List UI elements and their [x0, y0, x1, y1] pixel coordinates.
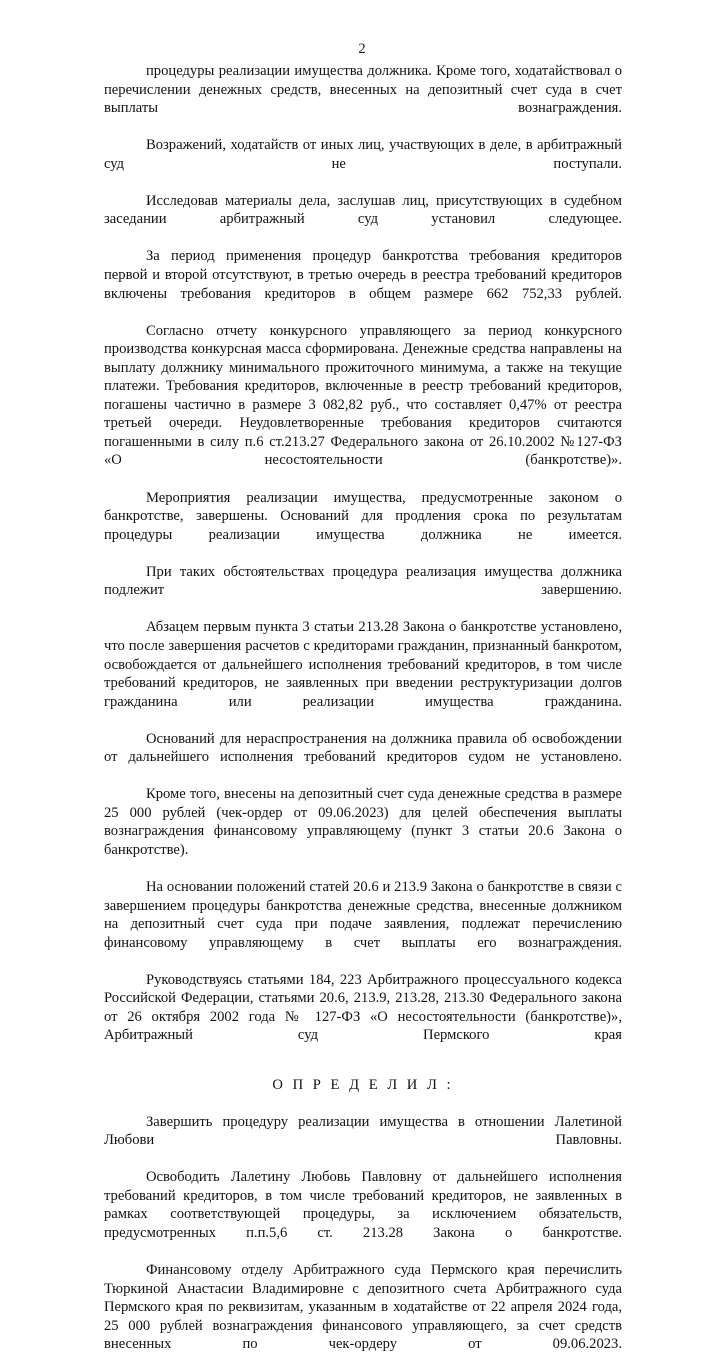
paragraph: Абзацем первым пункта 3 статьи 213.28 Закона о банкротстве установлено, что после завершения расчетов с кредиторами гражданин, признанный банкротом, освобождается от дальнейшего исполнения требований кредиторов, в том числе требований кредиторов, не заявленных при введении реструктуризации долгов гражданина или реализации имущества гражданина. [104, 619, 622, 710]
ruling-heading: О П Р Е Д Е Л И Л : [272, 1076, 454, 1093]
paragraph: процедуры реализации имущества должника. Кроме того, ходатайствовал о перечислении денежных средств, внесенных на депозитный счет суда в счет выплаты вознаграждения. [104, 63, 622, 117]
page-number: 2 [358, 41, 366, 57]
paragraph: Возражений, ходатайств от иных лиц, участвующих в деле, в арбитражный суд не поступали. [104, 137, 622, 172]
document-body [104, 62, 622, 1372]
paragraph: При таких обстоятельствах процедура реализация имущества должника подлежит завершению. [104, 563, 622, 599]
paragraph: Руководствуясь статьями 184, 223 Арбитражного процессуального кодекса Российской Федерации, статьями 20.6, 213.9, 213.28, 213.30 Федерального закона от 26 октября 2002 года № 127-ФЗ «О несостоятельности (банкротстве)», Арбитражный суд Пермского края [104, 971, 622, 1044]
spacer [104, 1094, 622, 1113]
paragraph: Исследовав материалы дела, заслушав лиц, присутствующих в судебном заседании арбитражный суд установил следующее. [104, 192, 622, 228]
paragraph: На основании положений статей 20.6 и 213.9 Закона о банкротстве в связи с завершением процедуры банкротства денежные средства, внесенные должником на депозитный счет суда при подаче заявления, подлежат перечислению финансовому управляющему в счет выплаты его вознаграждения. [104, 879, 622, 951]
paragraph: Мероприятия реализации имущества, предусмотренные законом о банкротстве, завершены. Оснований для продления срока по результатам процедуры реализации имущества должника не имеется. [104, 489, 622, 543]
paragraph: За период применения процедур банкротства требования кредиторов первой и второй отсутствуют, в третью очередь в реестра требований кредиторов включены требования кредиторов в общем размере 662 752,33 рублей. [104, 248, 622, 302]
paragraph: Согласно отчету конкурсного управляющего за период конкурсного производства конкурсная масса сформирована. Денежные средства направлены на выплату должнику минимального прожиточного минимума, а также на текущие платежи. Требования кредиторов, включенные в реестр требований кредиторов, погашены частично в размере 3 082,82 руб., что составляет 0,47% от реестра третьей очереди. Неудовлетворенные требования кредиторов считаются погашенными в силу п.6 ст.213.27 Федерального закона от 26.10.2002 №127-ФЗ «О несостоятельности (банкротстве)». [104, 322, 622, 469]
paragraph: Кроме того, внесены на депозитный счет суда денежные средства в размере 25 000 рублей (чек-ордер от 09.06.2023) для целей обеспечения выплаты вознаграждения финансовому управляющему (пункт 3 статьи 20.6 Закона о банкротстве). [104, 786, 622, 858]
paragraph: Оснований для нераспространения на должника правила об освобождении от дальнейшего исполнения требований кредиторов судом не установлено. [104, 730, 622, 766]
ruling-paragraph: Финансовому отделу Арбитражного суда Пермского края перечислить Тюркиной Анастасии Владимировне с депозитного счета Арбитражного суда Пермского края по реквизитам, указанным в ходатайстве от 22 апреля 2024 года, 25 000 рублей вознаграждения финансового управляющего, за счет средств внесенных по чек-ордеру от 09.06.2023. [104, 1262, 622, 1353]
ruling-paragraph: Освободить Лалетину Любовь Павловну от дальнейшего исполнения требований кредиторов, в том числе требований кредиторов, не заявленных в рамках соответствующей процедуры, за исключением обязательств, предусмотренных п.п.5,6 ст. 213.28 Закона о банкротстве. [104, 1169, 622, 1241]
ruling-paragraph: Завершить процедуру реализации имущества в отношении Лалетиной Любови Павловны. [104, 1113, 622, 1149]
spacer [104, 1064, 622, 1076]
